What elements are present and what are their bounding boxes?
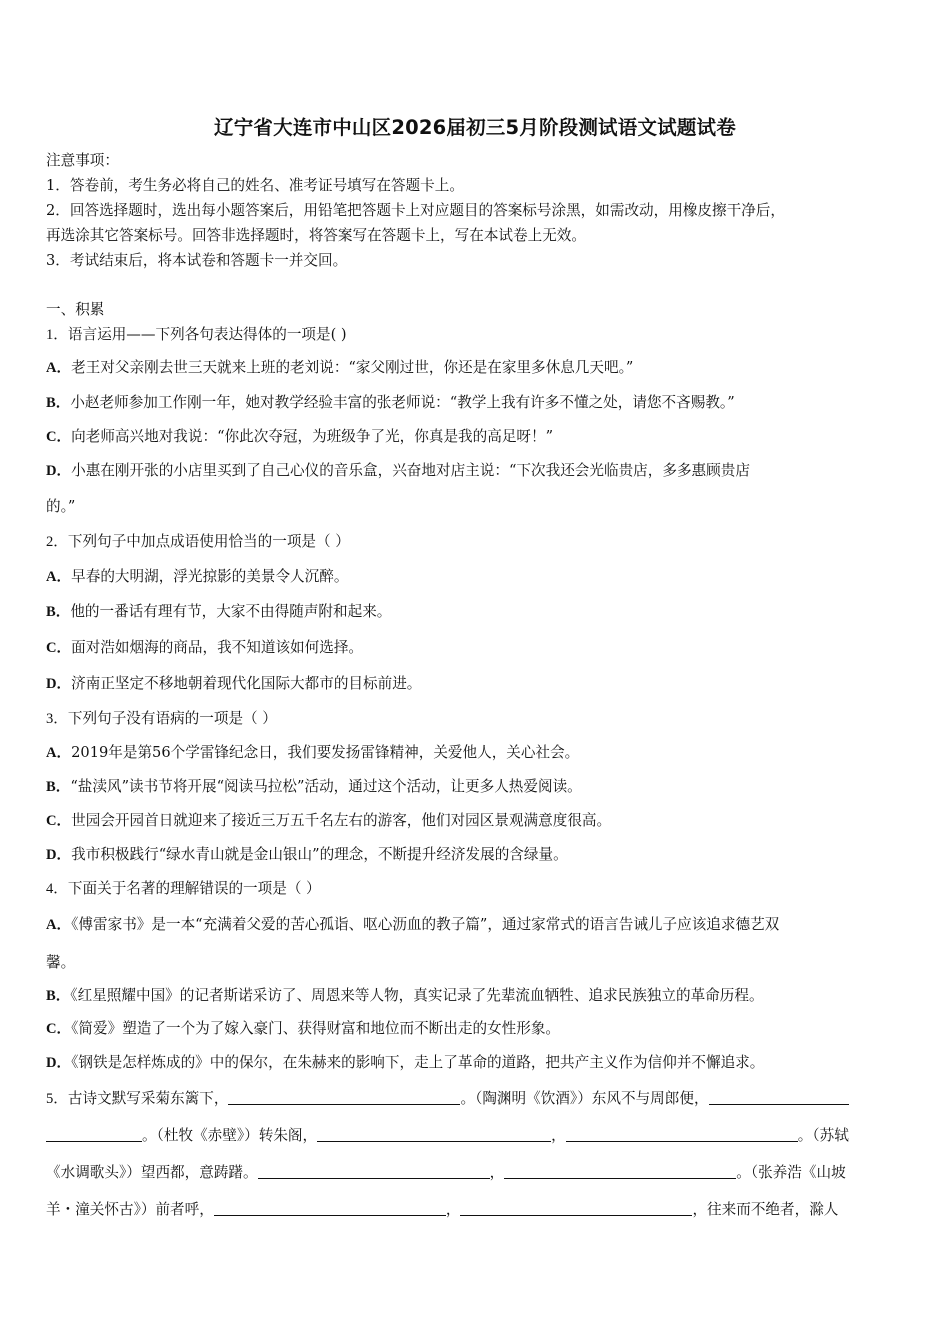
option-label: D．: [46, 676, 72, 692]
question-stem: [46, 709, 277, 729]
option-row: [46, 358, 633, 378]
option-text: 2019年是第56个学雷锋纪念日，我们要发扬雷锋精神，关爱他人，关心社会。: [71, 744, 580, 761]
question-text: 。（杜牧《赤壁》）转朱阁，: [142, 1127, 318, 1144]
question-text: ，: [551, 1127, 566, 1144]
notice-item: 2．回答选择题时，选出每小题答案后，用铅笔把答题卡上对应题目的答案标号涂黑，如需改动，用橡皮擦干净后，: [46, 202, 785, 219]
question-text: 。（张养浩《山坡: [736, 1164, 846, 1181]
option-text: “盐渎风”读书节将开展“阅读马拉松”活动，通过这个活动，让更多人热爱阅读。: [70, 778, 582, 795]
answer-blank[interactable]: [504, 1164, 736, 1179]
question-number: 2．: [46, 534, 68, 550]
question-number: 3．: [46, 711, 68, 727]
question-text: 。（苏轼: [797, 1127, 849, 1144]
question-text: ，往来而不绝者，滁人: [692, 1201, 839, 1218]
answer-blank[interactable]: [317, 1127, 551, 1142]
notice-item: 1．答卷前，考生务必将自己的姓名、准考证号填写在答题卡上。: [46, 177, 464, 194]
option-label: D．: [46, 463, 72, 479]
answer-blank[interactable]: [460, 1201, 692, 1216]
option-row: [46, 811, 611, 831]
option-text: 小赵老师参加工作刚一年，她对教学经验丰富的张老师说：“教学上我有许多不懂之处，请您不吝赐教。”: [70, 394, 735, 411]
option-label: A．: [46, 360, 72, 376]
question-stem: [46, 325, 347, 345]
option-row: [46, 427, 553, 447]
question-number: 5．: [46, 1091, 68, 1107]
option-text: 早春的大明湖，浮光掠影的美景令人沉醉。: [71, 568, 349, 585]
notice-heading: 注意事项：: [46, 152, 119, 169]
option-continuation: 的。”: [46, 498, 76, 515]
option-text: 《红星照耀中国》的记者斯诺采访了、周恩来等人物，真实记录了先辈流血牺牲、追求民族独立的革命历程。: [70, 987, 764, 1004]
notice-item: 再选涂其它答案标号。回答非选择题时，将答案写在答题卡上，写在本试卷上无效。: [46, 227, 586, 244]
answer-blank[interactable]: [258, 1164, 490, 1179]
answer-blank[interactable]: [566, 1127, 798, 1142]
option-label: B．: [46, 604, 71, 620]
option-row: [46, 743, 579, 763]
section-heading: 一、积累: [46, 301, 105, 318]
option-row: [46, 1019, 560, 1039]
option-text: 他的一番话有理有节，大家不由得随声附和起来。: [70, 603, 392, 620]
question-line: [46, 1163, 846, 1183]
question-line: [46, 1200, 838, 1220]
notice-item: 3．考试结束后，将本试卷和答题卡一并交回。: [46, 252, 348, 269]
option-text: 向老师高兴地对我说：“你此次夺冠，为班级争了光，你真是我的高足呀！”: [71, 428, 554, 445]
option-row: [46, 638, 363, 658]
option-row: [46, 986, 764, 1006]
question-text: 。（陶渊明《饮酒》）东风不与周郎便，: [460, 1090, 709, 1107]
answer-blank[interactable]: [228, 1090, 460, 1105]
question-line: [46, 1126, 849, 1146]
option-continuation: 馨。: [46, 954, 76, 971]
option-label: A．: [46, 569, 72, 585]
option-row: [46, 1053, 764, 1073]
question-text: 《水调歌头》）望西都，意踌躇。: [46, 1164, 258, 1181]
question-text: ，: [489, 1164, 505, 1181]
option-label: C．: [46, 640, 72, 656]
option-label: D．: [46, 847, 72, 863]
question-text: 下列句子没有语病的一项是（ ）: [67, 710, 277, 727]
option-row: [46, 461, 750, 481]
question-stem: [46, 879, 321, 899]
answer-blank[interactable]: [46, 1127, 142, 1142]
question-stem: [46, 1089, 849, 1109]
question-text: 下面关于名著的理解错误的一项是（ ）: [67, 880, 321, 897]
option-label: B．: [46, 779, 71, 795]
answer-blank[interactable]: [214, 1201, 446, 1216]
page-title: 辽宁省大连市中山区2026届初三5月阶段测试语文试题试卷: [214, 116, 736, 139]
option-label: B．: [46, 988, 71, 1004]
option-label: C．: [46, 1021, 72, 1037]
option-label: A．: [46, 917, 72, 933]
question-number: 1．: [46, 327, 68, 343]
option-text: 济南正坚定不移地朝着现代化国际大都市的目标前进。: [71, 675, 422, 692]
option-row: [46, 393, 735, 413]
answer-blank[interactable]: [709, 1090, 849, 1105]
option-label: D．: [46, 1055, 72, 1071]
option-row: [46, 777, 582, 797]
option-label: B．: [46, 395, 71, 411]
option-text: 《钢铁是怎样炼成的》中的保尔，在朱赫来的影响下，走上了革命的道路，把共产主义作为信仰并不懈追求。: [71, 1054, 765, 1071]
option-row: [46, 602, 391, 622]
option-text: 老王对父亲刚去世三天就来上班的老刘说：“家父刚过世，你还是在家里多休息几天吧。”: [71, 359, 634, 376]
option-text: 小惠在刚开张的小店里买到了自己心仪的音乐盒，兴奋地对店主说：“下次我还会光临贵店，多多惠顾贵店: [71, 462, 750, 479]
option-label: C．: [46, 429, 72, 445]
question-text: 语言运用——下列各句表达得体的一项是( ): [67, 326, 347, 343]
option-row: [46, 567, 348, 587]
option-row: [46, 915, 779, 935]
question-text: 羊・潼关怀古》）前者呼，: [46, 1201, 214, 1218]
question-text: 下列句子中加点成语使用恰当的一项是（ ）: [67, 533, 350, 550]
option-row: [46, 845, 568, 865]
option-text: 我市积极践行“绿水青山就是金山银山”的理念，不断提升经济发展的含绿量。: [71, 846, 568, 863]
option-label: A．: [46, 745, 72, 761]
option-text: 世园会开园首日就迎来了接近三万五千名左右的游客，他们对园区景观满意度很高。: [71, 812, 612, 829]
question-stem: [46, 532, 350, 552]
option-text: 《简爱》塑造了一个为了嫁入豪门、获得财富和地位而不断出走的女性形象。: [71, 1020, 561, 1037]
question-text: ，: [445, 1201, 461, 1218]
question-number: 4．: [46, 881, 68, 897]
question-text: 古诗文默写采菊东篱下，: [67, 1090, 229, 1107]
option-text: 面对浩如烟海的商品，我不知道该如何选择。: [71, 639, 364, 656]
option-row: [46, 674, 421, 694]
option-text: 《傅雷家书》是一本“充满着父爱的苦心孤诣、呕心沥血的教子篇”，通过家常式的语言告诫儿子应该追求德艺双: [71, 916, 780, 933]
option-label: C．: [46, 813, 72, 829]
